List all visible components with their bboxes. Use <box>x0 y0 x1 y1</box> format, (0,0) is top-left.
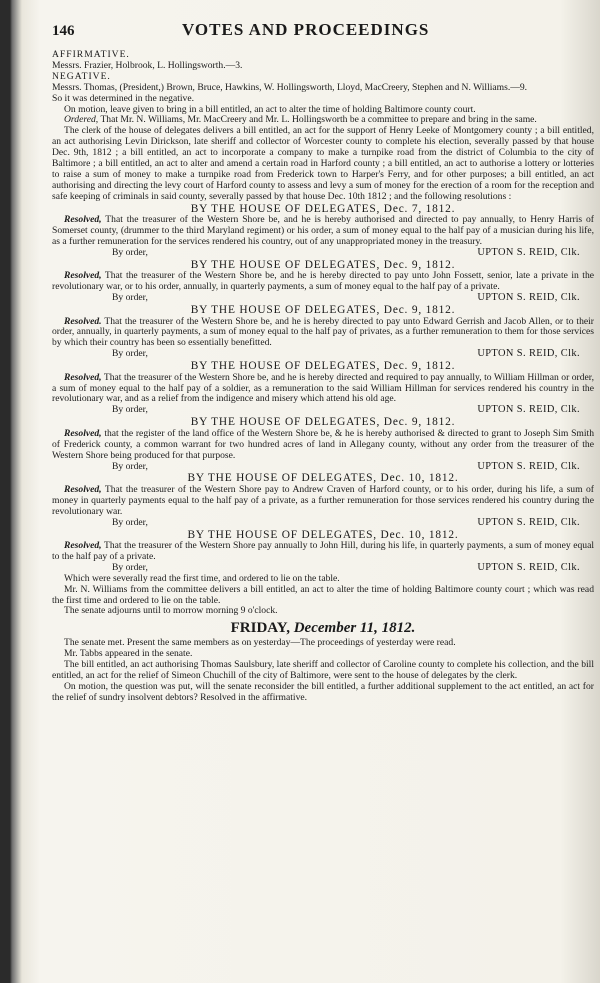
resolution-body: That the treasurer of the Western Shore pay annually to John Hill, during his life, in quarterly payments, a sum of money equal to the half pay of a private. <box>52 540 595 562</box>
motion-leave: On motion, leave given to bring in a bill entitled, an act to alter the time of holding Baltimore county court. <box>64 103 476 115</box>
clerk-signature: UPTON S. REID, Clk. <box>477 561 580 573</box>
by-order: By order, <box>112 348 148 360</box>
resolution-body: That the treasurer of the Western Shore pay to Andrew Craven of Harford county, or to his order, during his life, a sum of money in quarterly payments equal to the half pay of a private, as a further remuneration for those services rendered his country during the revolutionary war. <box>52 483 594 517</box>
affirmative-label: AFFIRMATIVE. <box>52 49 130 60</box>
resolution-text <box>52 541 594 563</box>
resolved-word: Resolved, <box>64 270 102 282</box>
resolution-heading: BY THE HOUSE OF DELEGATES, Dec. 9, 1812. <box>190 416 456 429</box>
resolution-text <box>52 215 594 248</box>
resolution-heading: BY THE HOUSE OF DELEGATES, Dec. 9, 1812. <box>190 304 456 317</box>
reconsider-motion: On motion, the question was put, will the senate reconsider the bill entitled, a further additional supplement to the act entitled, an act for the relief of sundry insolvent debtors? Resolved in the affirmative. <box>52 681 594 703</box>
resolution-heading: BY THE HOUSE OF DELEGATES, Dec. 7, 1812. <box>190 202 456 215</box>
senate-adjourns: The senate adjourns until to morrow morning 9 o'clock. <box>64 605 278 617</box>
by-order: By order, <box>112 246 148 258</box>
resolved-word: Resolved. <box>64 315 102 327</box>
clerk-signature: UPTON S. REID, Clk. <box>477 292 580 304</box>
by-order: By order, <box>112 460 148 472</box>
running-title: VOTES AND PROCEEDINGS <box>182 20 430 39</box>
resolved-word: Resolved, <box>64 540 102 552</box>
clerk-signature: UPTON S. REID, Clk. <box>477 460 580 472</box>
resolution-heading: BY THE HOUSE OF DELEGATES, Dec. 9, 1812. <box>190 258 456 271</box>
clerk-signature: UPTON S. REID, Clk. <box>477 404 580 416</box>
resolution-text <box>52 271 594 293</box>
resolution-body: That the treasurer of the Western Shore be, and he is hereby authorised and directed to pay annually, to Henry Harris of Somerset county, (drummer to the third Maryland regiment) or his order, a sum of money equal to the half pay of a musician during his life, as a further remuneration for the services rendered his country, out of any unappropriated money in the treasury. <box>52 214 594 247</box>
signature-line <box>52 405 594 416</box>
day-heading <box>52 619 594 637</box>
by-order: By order, <box>112 404 148 416</box>
resolution-heading: BY THE HOUSE OF DELEGATES, Dec. 10, 1812. <box>187 528 459 541</box>
clerk-signature: UPTON S. REID, Clk. <box>477 348 580 360</box>
page-header <box>52 20 594 46</box>
negative-label: NEGATIVE. <box>52 70 111 82</box>
resolved-word: Resolved, <box>64 427 102 439</box>
senate-met: The senate met. Present the same members as on yesterday—The proceedings of yesterday were read. <box>64 637 456 649</box>
by-order: By order, <box>112 561 148 573</box>
resolution-heading: BY THE HOUSE OF DELEGATES, Dec. 9, 1812. <box>190 360 456 373</box>
resolved-word: Resolved, <box>64 214 102 226</box>
resolution-text <box>52 429 594 462</box>
resolution-body: that the register of the land office of the Western Shore be, & he is hereby authorised & directed to grant to Joseph Sim Smith of Frederick county, a common warrant for two hundred acres of land in Allegany county, without any order from the treasurer of the Western Shore being produced for that purpose. <box>52 427 594 461</box>
resolved-word: Resolved, <box>64 483 102 495</box>
clerk-signature: UPTON S. REID, Clk. <box>477 516 580 528</box>
clerk-signature: UPTON S. REID, Clk. <box>477 246 580 258</box>
tabbs-appeared: Mr. Tabbs appeared in the senate. <box>64 648 193 660</box>
resolution-heading: BY THE HOUSE OF DELEGATES, Dec. 10, 1812. <box>187 472 459 485</box>
ordered-word: Ordered, <box>64 114 99 126</box>
resolved-word: Resolved, <box>64 371 102 383</box>
affirmative-names: Messrs. Frazier, Holbrook, L. Hollingsworth.—3. <box>52 59 243 71</box>
resolution-text <box>52 373 594 406</box>
page-number: 146 <box>52 23 75 39</box>
clerk-delivers-paragraph: The clerk of the house of delegates delivers a bill entitled, an act for the support of Henry Leeke of Montgomery county ; a bill entitled, an act authorising Levin Dirickson, late sheriff and collector of Worcester county to complete his election, severally passed by that house Dec. 9th, 1812 ; a bill entitled, an act to incorporate a company to make a turnpike road from the district of Columbia to the city of Baltimore ; a bill entitled, an act to alter and amend a certain road in Harford county ; a bill entitled, an act to authorise a lottery or lotteries to raise a sum of money to make a turnpike road from Frederick town to Harper's Ferry, and for other purposes; a bill entitled, an act authorising and directing the levy court of Harford county to assess and levy a sum of money for the erection of a room for the reception and safe keeping of criminals in said county, severally passed by that house Dec. 10th 1812 ; and the following resolutions : <box>52 125 594 202</box>
by-order: By order, <box>112 516 148 528</box>
vote-result: So it was determined in the negative. <box>52 92 195 104</box>
resolution-text <box>52 317 594 350</box>
signature-line <box>52 293 594 304</box>
signature-line <box>52 248 594 259</box>
resolution-body: That the treasurer of the Western Shore be, and he is hereby directed to pay unto Edward Gerrish and Jacob Allen, or to their order, annually, in quarterly payments, a sum of money equal to the half pay of privates, as a further remuneration to them for those services by which their country has been so essentially benefitted. <box>52 315 594 349</box>
signature-line <box>52 349 594 360</box>
by-order: By order, <box>112 292 148 304</box>
day-date: December 11, 1812. <box>293 620 416 637</box>
williams-committee: Mr. N. Williams from the committee delivers a bill entitled, an act to alter the time of holding Baltimore county court ; which was read the first time and ordered to lie on the table. <box>52 583 594 606</box>
day-name: FRIDAY, <box>230 620 290 637</box>
signature-line <box>52 518 594 529</box>
severally-read: Which were severally read the first time, and ordered to lie on the table. <box>64 572 340 584</box>
resolution-body: That the treasurer of the Western Shore be, and he is hereby directed and required to pay annually, to William Hillman or order, a sum of money equal to the half pay of a soldier, as a remuneration to the said William Hillman for services rendered his country in the revolutionary war, and as a relief from the indigence and misery which attend his old age. <box>52 371 594 405</box>
ordered-text: That Mr. N. Williams, Mr. MacCreery and Mr. L. Hollingsworth be a committee to prepare and bring in the same. <box>100 114 537 126</box>
signature-line <box>52 462 594 473</box>
saulsbury-bill: The bill entitled, an act authorising Thomas Saulsbury, late sheriff and collector of Caroline county to complete his collection, and the bill entitled, an act for the relief of Simeon Chuchill of the city of Baltimore, were sent to the house of delegates by the clerk. <box>52 659 594 682</box>
resolution-text <box>52 485 594 518</box>
negative-names: Messrs. Thomas, (President,) Brown, Bruce, Hawkins, W. Hollingsworth, Lloyd, MacCreery, Stephen and N. Williams.—9. <box>52 81 528 93</box>
resolution-body: That the treasurer of the Western Shore be, and he is hereby directed to pay unto John Fossett, senior, late a private in the revolutionary war, or to his order, annually, in quarterly payments, a sum of money equal to the half pay of a private. <box>52 270 594 293</box>
